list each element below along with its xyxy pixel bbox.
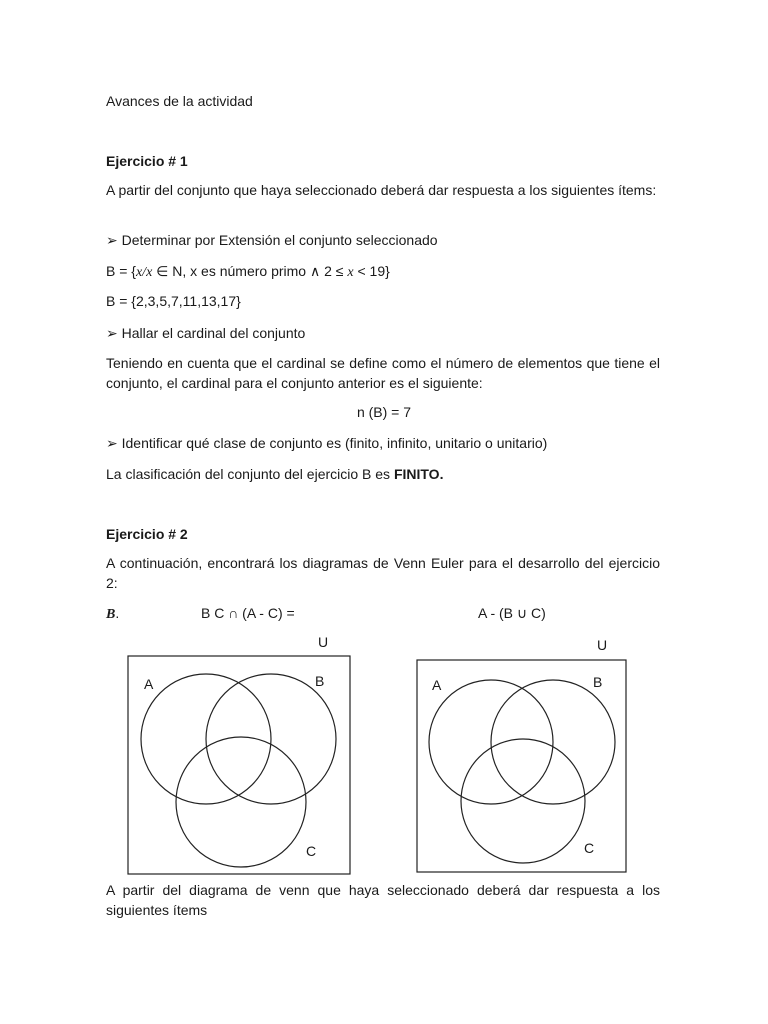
venn-1-universe-label: U — [318, 634, 329, 650]
exercise-1-intro: A partir del conjunto que haya seleccionado deberá dar respuesta a los siguientes ítems: — [106, 182, 657, 198]
venn-2-label-a: A — [432, 677, 442, 693]
item-find-cardinal: ➢ Hallar el cardinal del conjunto — [106, 325, 306, 341]
venn-1-label-c: C — [306, 843, 317, 859]
exercise-2-title: Ejercicio # 2 — [106, 526, 188, 542]
expression-1: B C ∩ (A - C) = — [201, 605, 295, 621]
venn-2-universe-label: U — [597, 637, 608, 653]
venn-2-universe-box — [417, 660, 626, 872]
venn-2-circle-c — [461, 739, 585, 863]
exercise-2-outro: A partir del diagrama de venn que haya seleccionado deberá dar respuesta a los siguientes ítems — [106, 882, 660, 918]
venn-diagram-1 — [120, 626, 360, 882]
exercise-1-title: Ejercicio # 1 — [106, 153, 188, 169]
cardinal-explanation: Teniendo en cuenta que el cardinal se define como el número de elementos que tiene el conjunto, el cardinal para el conjunto anterior es el siguiente: — [106, 355, 660, 391]
cardinal-value: n (B) = 7 — [356, 404, 412, 420]
document-heading: Avances de la actividad — [106, 93, 253, 109]
item-determine-extension: ➢ Determinar por Extensión el conjunto seleccionado — [106, 232, 438, 248]
venn-1-label-b: B — [315, 673, 325, 689]
set-extension: B = {2,3,5,7,11,13,17} — [106, 293, 241, 309]
venn-diagram-2 — [410, 630, 632, 880]
item-identify-class: ➢ Identificar qué clase de conjunto es (finito, infinito, unitario o unitario) — [106, 435, 548, 451]
venn-1-label-a: A — [144, 676, 154, 692]
exercise-2-intro: A continuación, encontrará los diagramas de Venn Euler para el desarrollo del ejercicio 2: — [106, 555, 660, 591]
expression-2: A - (B ∪ C) — [478, 605, 546, 621]
classification-sentence: La clasificación del conjunto del ejercicio B es FINITO. — [106, 466, 444, 482]
set-comprehension: B = {x/x ∈ N, x es número primo ∧ 2 ≤ x < 19} — [106, 263, 390, 280]
venn-2-label-c: C — [584, 840, 595, 856]
classification-value: FINITO. — [393, 466, 444, 482]
venn-2-label-b: B — [593, 674, 603, 690]
option-b-label: B. — [106, 605, 120, 622]
